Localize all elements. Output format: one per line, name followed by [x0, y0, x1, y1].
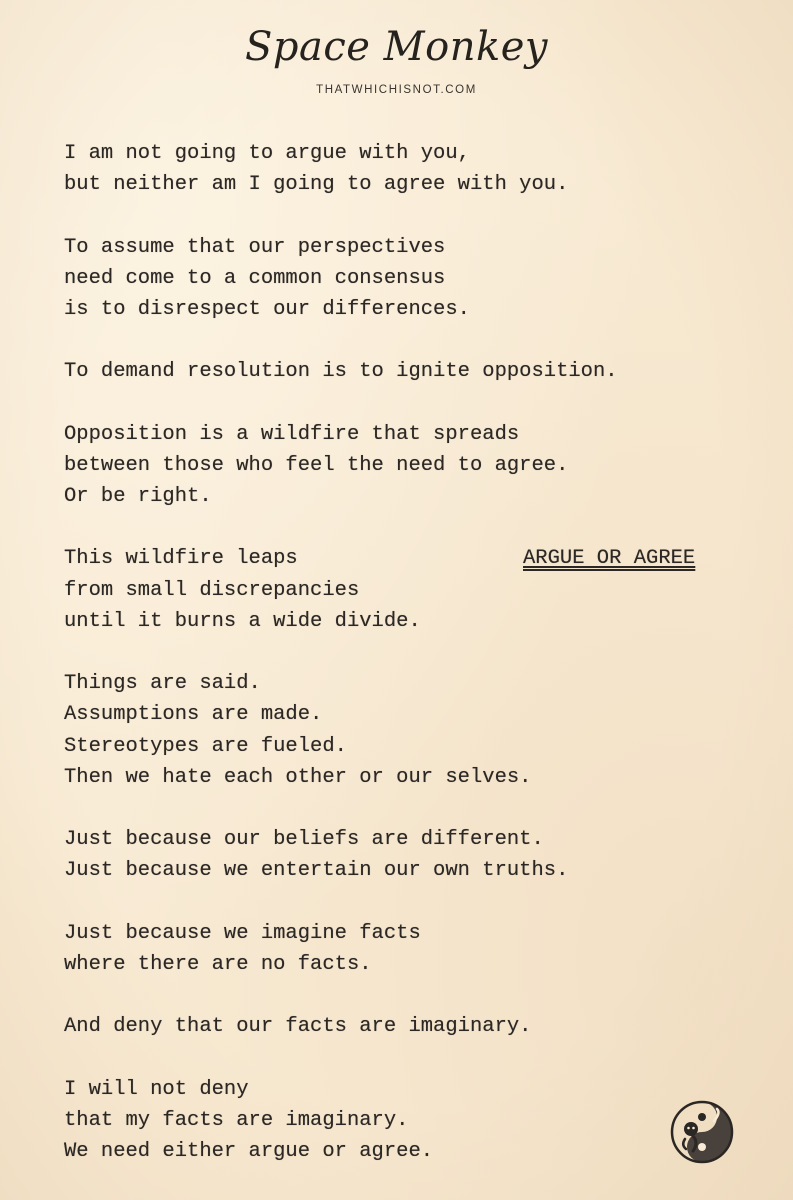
poem-line: from small discrepancies [64, 578, 360, 602]
poem-line: I am not going to argue with you, [64, 142, 470, 165]
poem-line: Just because we entertain our own truths. [64, 859, 569, 883]
poem-line: between those who feel the need to agree. [64, 453, 569, 477]
poem-line: need come to a common consensus [64, 266, 446, 290]
poem-line: Opposition is a wildfire that spreads [64, 422, 520, 446]
poem-line: I will not deny [64, 1077, 249, 1101]
poem-title: ARGUE OR AGREE [523, 547, 696, 571]
stanza-9 [64, 1011, 754, 1042]
site-url: THATWHICHISNOT.COM [316, 84, 477, 96]
stanza-3 [64, 356, 754, 387]
stanza-1 [64, 138, 754, 200]
stanza-6 [64, 668, 754, 793]
poem-line: Just because we imagine facts [64, 921, 421, 945]
poem-line: To demand resolution is to ignite opposition. [64, 360, 618, 384]
stanza-10 [64, 1074, 754, 1168]
header [0, 18, 793, 96]
poem-line: Then we hate each other or our selves. [64, 765, 532, 789]
poem-line: We need either argue or agree. [64, 1140, 434, 1163]
monkey-yin-yang-icon [669, 1099, 735, 1165]
poem-line: but neither am I going to agree with you. [64, 173, 569, 197]
poem-line: Things are said. [64, 672, 261, 696]
poem [64, 138, 754, 1198]
poem-line: Assumptions are made. [64, 703, 323, 727]
poem-line: is to disrespect our differences. [64, 297, 470, 321]
poem-line: Or be right. [64, 485, 212, 509]
stanza-4 [64, 419, 754, 513]
stanza-2 [64, 232, 754, 326]
stanza-8 [64, 918, 754, 980]
poem-line: that my facts are imaginary. [64, 1108, 409, 1132]
poem-line: This wildfire leaps [64, 547, 298, 571]
brand-title: Space Monkey [245, 24, 548, 70]
poem-line: Just because our beliefs are different. [64, 828, 544, 852]
poem-line: Stereotypes are fueled. [64, 734, 347, 758]
poem-line: And deny that our facts are imaginary. [64, 1015, 532, 1039]
poem-line: where there are no facts. [64, 952, 372, 976]
stanza-7 [64, 824, 754, 886]
poem-line: until it burns a wide divide. [64, 609, 421, 633]
poem-line: To assume that our perspectives [64, 235, 446, 259]
stanza-5 [64, 543, 754, 637]
